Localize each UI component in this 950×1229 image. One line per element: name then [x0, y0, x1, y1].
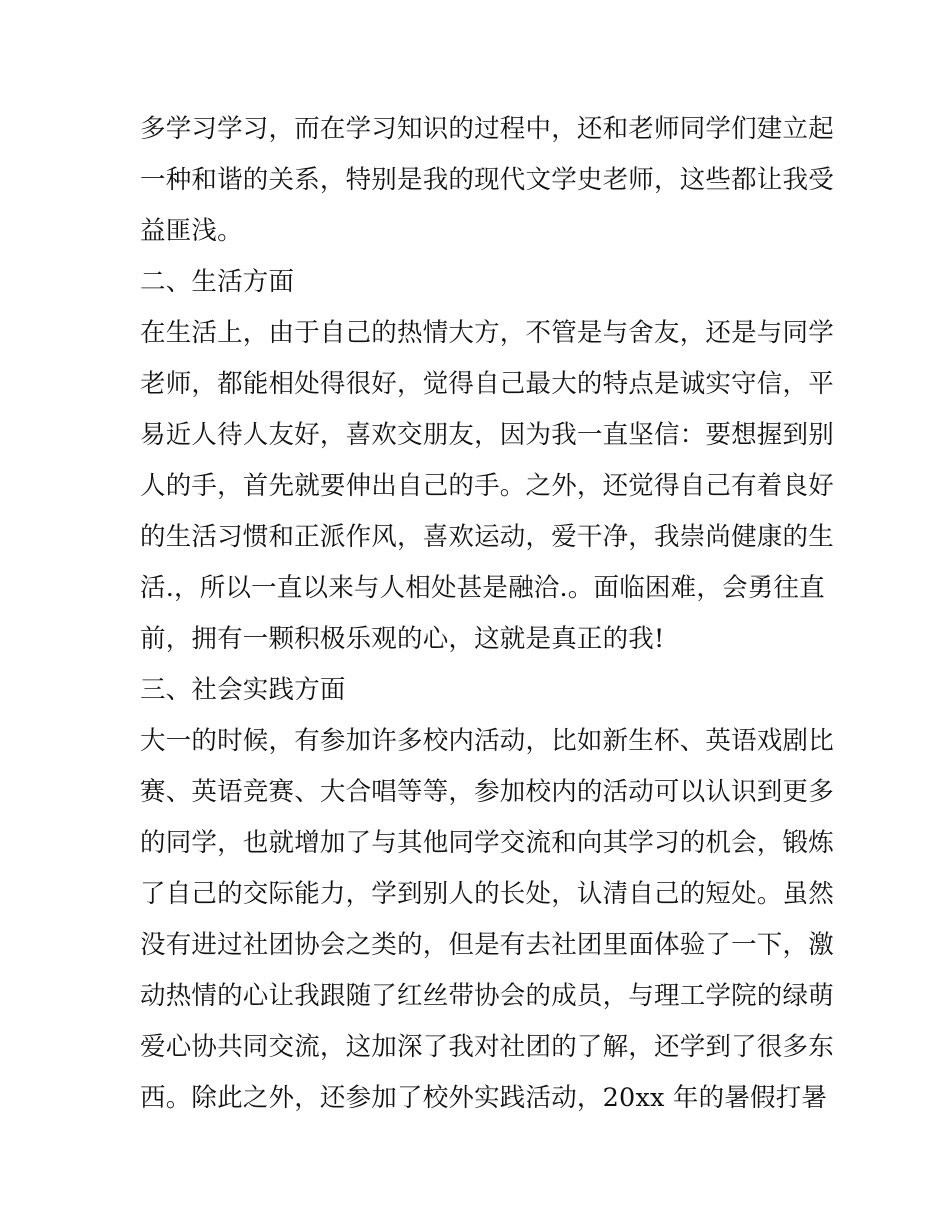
text-line-6: 老师，都能相处得很好，觉得自己最大的特点是诚实守信，平 — [140, 369, 834, 399]
text-line-8: 人的手，首先就要伸出自己的手。之外，还觉得自己有着良好 — [140, 471, 834, 501]
text-line-13: 大一的时候，有参加许多校内活动，比如新生杯、英语戏剧比 — [140, 726, 834, 756]
text-line-1: 多学习学习，而在学习知识的过程中，还和老师同学们建立起 — [140, 114, 834, 144]
text-line-11: 前，拥有一颗积极乐观的心，这就是真正的我! — [140, 624, 665, 654]
section-heading-social-practice: 三、社会实践方面 — [140, 675, 346, 705]
text-line-16: 了自己的交际能力，学到别人的长处，认清自己的短处。虽然 — [140, 879, 834, 909]
text-line-15: 的同学，也就增加了与其他同学交流和向其学习的机会，锻炼 — [140, 828, 834, 858]
document-body — [140, 104, 834, 1124]
text-line-9: 的生活习惯和正派作风，喜欢运动，爱干净，我崇尚健康的生 — [140, 522, 834, 552]
text-line-18: 动热情的心让我跟随了红丝带协会的成员，与理工学院的绿萌 — [140, 981, 834, 1011]
text-line-2: 一种和谐的关系，特别是我的现代文学史老师，这些都让我受 — [140, 165, 834, 195]
text-line-17: 没有进过社团协会之类的，但是有去社团里面体验了一下，激 — [140, 930, 834, 960]
text-line-7: 易近人待人友好，喜欢交朋友，因为我一直坚信：要想握到别 — [140, 420, 834, 450]
text-line-19: 爱心协共同交流，这加深了我对社团的了解，还学到了很多东 — [140, 1032, 834, 1062]
text-line-10: 活.，所以一直以来与人相处甚是融洽.。面临困难，会勇往直 — [140, 573, 825, 603]
text-line-5: 在生活上，由于自己的热情大方，不管是与舍友，还是与同学 — [140, 318, 834, 348]
section-heading-life: 二、生活方面 — [140, 267, 295, 297]
text-line-20: 西。除此之外，还参加了校外实践活动，20xx 年的暑假打暑 — [140, 1083, 828, 1113]
text-line-3: 益匪浅。 — [140, 216, 243, 246]
text-line-14: 赛、英语竞赛、大合唱等等，参加校内的活动可以认识到更多 — [140, 777, 834, 807]
